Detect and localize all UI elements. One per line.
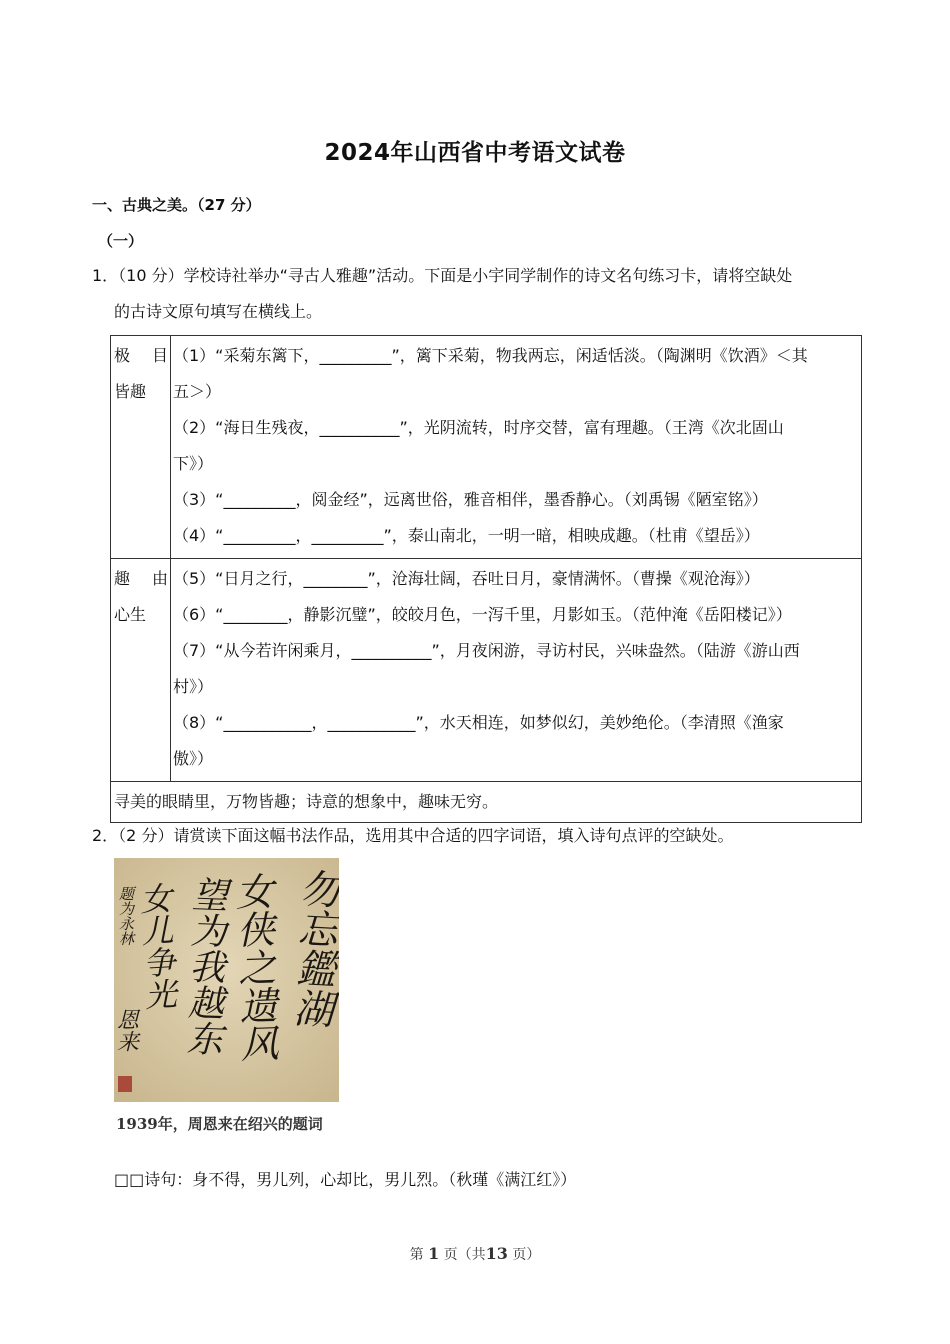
card-item: （2）“海日生残夜，__________”，光阴流转，时序交替，富有理趣。（王湾《次北固山 [173, 418, 784, 437]
label-text: 心生 [114, 605, 147, 624]
card-item: 傲》） [173, 749, 214, 768]
card-item: （3）“_________，阅金经”，远离世俗，雅音相伴，墨香静心。（刘禹锡《陋室铭》） [173, 490, 768, 509]
question-2-line1: 2．（2 分）请赏读下面这幅书法作品，选用其中合适的四字词语，填入诗句点评的空缺处。 [92, 826, 734, 845]
label-char: 目 [151, 346, 168, 365]
footer-text: 页（共 [443, 1247, 486, 1263]
card-group-1 [111, 336, 862, 559]
calligraphy-col-4: 女儿争光 [134, 881, 179, 1011]
calligraphy-caption: 1939年，周恩来在绍兴的题词 [116, 1115, 323, 1133]
card-item: （5）“日月之行，________”，沧海壮阔，吞吐日月，豪情满怀。（曹操《观沧海》） [173, 569, 760, 588]
part-heading: （一） [98, 232, 144, 250]
card-item: （7）“从今若许闲乘月，__________”，月夜闲游，寻访村民，兴味盎然。（陆游《游山西 [173, 641, 800, 660]
page-footer [0, 1244, 950, 1264]
calligraphy-col-2: 女侠之遗风 [228, 871, 279, 1063]
card-group-1-label [111, 336, 171, 559]
card-footer: 寻美的眼睛里，万物皆趣；诗意的想象中，趣味无穷。 [111, 782, 862, 823]
calligraphy-col-6: 题为永林 [117, 886, 135, 946]
label-char: 趣 [114, 569, 131, 588]
calligraphy-artwork [114, 858, 339, 1102]
question-2 [92, 818, 867, 854]
calligraphy-image [114, 858, 339, 1102]
card-item: （6）“________，静影沉璧”，皎皎月色，一泻千里，月影如玉。（范仲淹《岳阳楼记》） [173, 605, 792, 624]
card-item: 下》） [173, 454, 214, 473]
card-group-2 [111, 559, 862, 782]
card-item: 村》） [173, 677, 214, 696]
label-char: 极 [114, 346, 131, 365]
calligraphy-col-1: 勿忘鑑湖 [286, 866, 339, 1030]
card-group-2-items [171, 559, 862, 782]
poem-line: □□诗句：身不得，男儿列，心却比，男儿烈。（秋瑾《满江红》） [114, 1170, 577, 1189]
footer-text: 第 [409, 1247, 424, 1263]
seal-stamp [118, 1076, 132, 1092]
page-title: 2024年山西省中考语文试卷 [324, 140, 626, 166]
card-footer-row [111, 782, 862, 823]
card-item: （8）“___________，___________”，水天相连，如梦似幻，美妙绝伦。（李清照《渔家 [173, 713, 784, 732]
calligraphy-col-3: 望为我越东 [180, 875, 229, 1057]
question-1 [92, 258, 867, 330]
card-item: （4）“_________，_________”，泰山南北，一明一暗，相映成趣。（杜甫《望岳》） [173, 526, 760, 545]
card-group-2-label [111, 559, 171, 782]
question-1-line2: 的古诗文原句填写在横线上。 [114, 302, 323, 321]
footer-text: 页） [512, 1247, 541, 1263]
label-text: 皆趣 [114, 382, 147, 401]
practice-card-table [110, 335, 862, 823]
card-item: （1）“采菊东篱下，_________”，篱下采菊，物我两忘，闲适恬淡。（陶渊明《饮酒》＜其 [173, 346, 808, 365]
card-group-1-items [171, 336, 862, 559]
calligraphy-col-5: 恩来 [114, 1008, 139, 1052]
section-heading: 一、古典之美。（27 分） [92, 196, 261, 214]
page-number: 1 [428, 1244, 440, 1263]
card-item: 五＞） [173, 382, 222, 401]
question-1-line1: 1．（10 分）学校诗社举办“寻古人雅趣”活动。下面是小宇同学制作的诗文名句练习卡，请将空缺处 [92, 266, 793, 285]
label-char: 由 [151, 569, 168, 588]
page-total: 13 [485, 1244, 508, 1263]
